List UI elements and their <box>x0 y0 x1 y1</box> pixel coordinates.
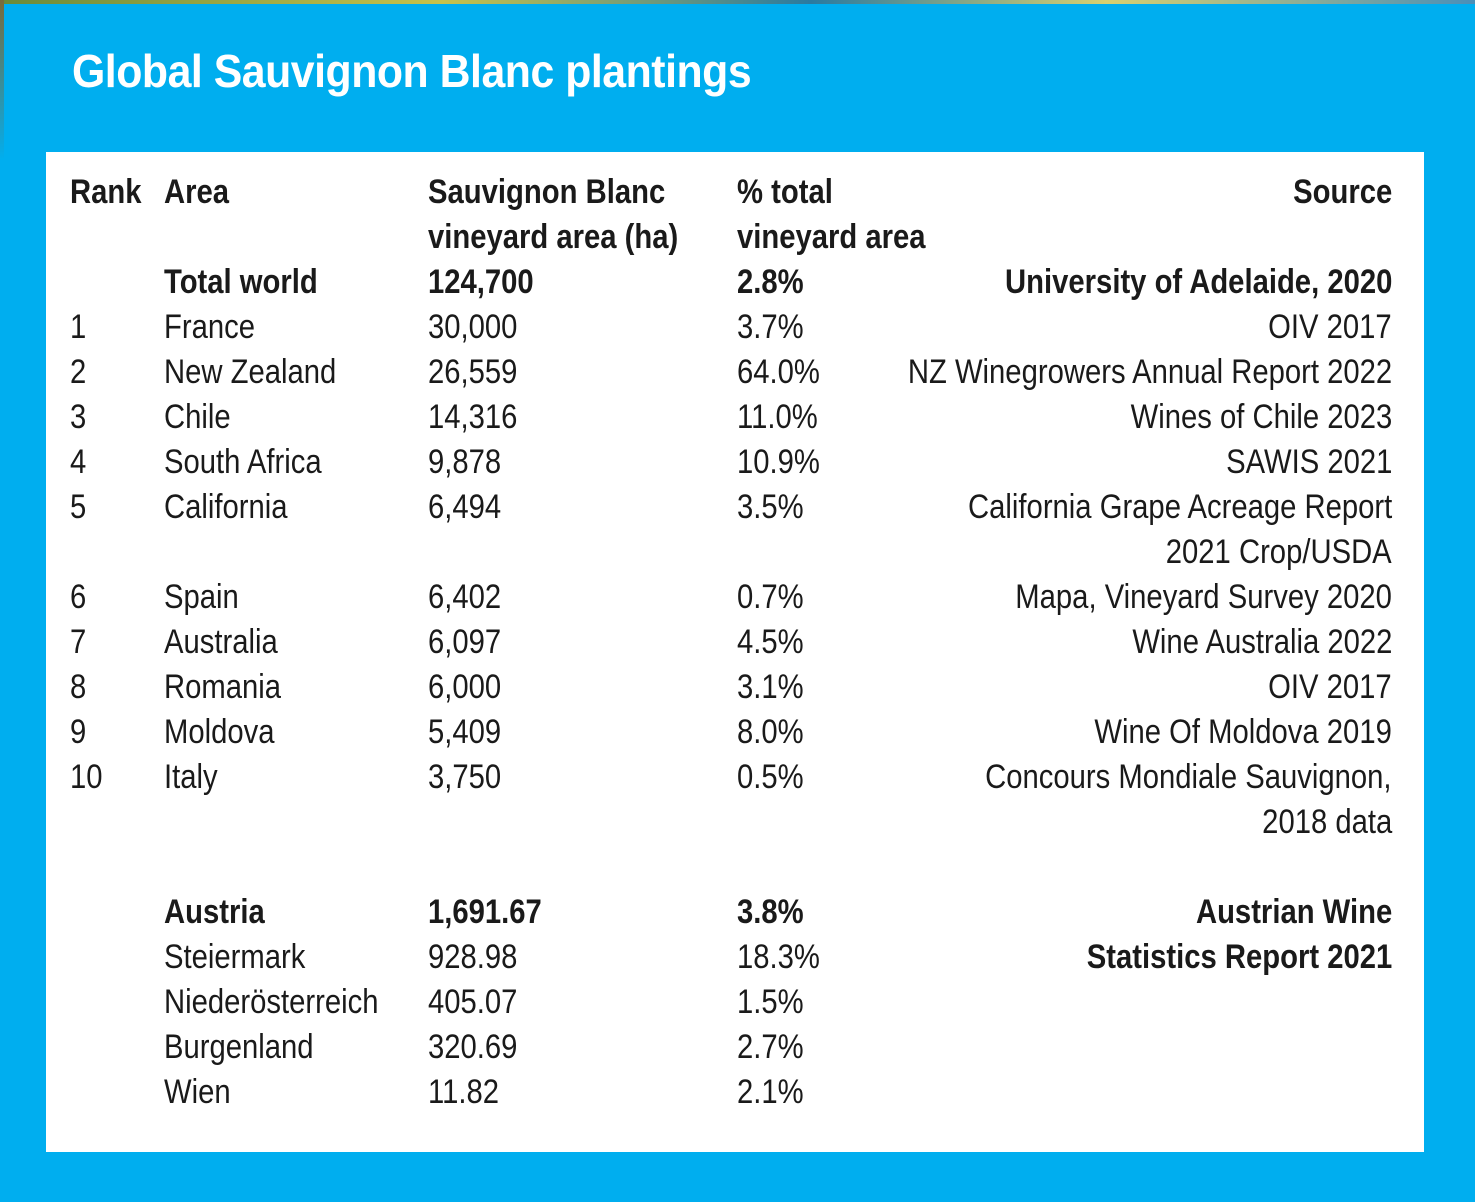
austria-area: Austria <box>164 893 265 931</box>
row-ha: 6,494 <box>428 488 502 526</box>
row-source: Wine Of Moldova 2019 <box>1094 713 1392 751</box>
row-rank: 8 <box>70 668 87 706</box>
row-source: OIV 2017 <box>1268 308 1392 346</box>
austria-pct: 3.8% <box>737 893 804 931</box>
row-ha: 5,409 <box>428 713 502 751</box>
row-ha: 26,559 <box>428 353 518 391</box>
row-rank: 9 <box>70 713 87 751</box>
row-rank: 2 <box>70 353 87 391</box>
region-pct: 2.1% <box>737 1073 804 1111</box>
header-pct-line-2: vineyard area <box>737 218 926 256</box>
total-pct: 2.8% <box>737 263 804 301</box>
row-ha: 30,000 <box>428 308 518 346</box>
row-pct: 3.7% <box>737 308 804 346</box>
row-pct: 3.1% <box>737 668 804 706</box>
row-rank: 6 <box>70 578 87 616</box>
total-source: University of Adelaide, 2020 <box>1004 263 1392 301</box>
header-source: Source <box>1292 173 1392 211</box>
header-ha-line-2: vineyard area (ha) <box>428 218 679 256</box>
region-ha: 11.82 <box>428 1073 500 1111</box>
table-panel <box>46 152 1424 1152</box>
total-ha: 124,700 <box>428 263 534 301</box>
row-source: Wines of Chile 2023 <box>1130 398 1392 436</box>
row-area: Chile <box>164 398 231 436</box>
row-source: Mapa, Vineyard Survey 2020 <box>1015 578 1392 616</box>
header-area: Area <box>164 173 230 211</box>
header-rank: Rank <box>70 173 142 211</box>
row-source: OIV 2017 <box>1268 668 1392 706</box>
region-pct: 18.3% <box>737 938 820 976</box>
region-ha: 928.98 <box>428 938 518 976</box>
row-rank: 10 <box>70 758 103 796</box>
row-ha: 9,878 <box>428 443 502 481</box>
region-area: Niederösterreich <box>164 983 379 1021</box>
row-area: Australia <box>164 623 278 661</box>
header-pct-line-1: % total <box>737 173 833 211</box>
row-area: California <box>164 488 288 526</box>
region-area: Burgenland <box>164 1028 314 1066</box>
row-source: 2018 data <box>1261 803 1392 841</box>
region-area: Steiermark <box>164 938 306 976</box>
row-area: Spain <box>164 578 239 616</box>
row-rank: 4 <box>70 443 87 481</box>
row-pct: 0.5% <box>737 758 804 796</box>
region-pct: 1.5% <box>737 983 804 1021</box>
row-pct: 8.0% <box>737 713 804 751</box>
row-source: Wine Australia 2022 <box>1131 623 1392 661</box>
row-pct: 11.0% <box>737 398 818 436</box>
row-rank: 7 <box>70 623 87 661</box>
plantings-table <box>46 152 1424 1152</box>
row-ha: 3,750 <box>428 758 502 796</box>
total-area: Total world <box>164 263 318 301</box>
row-source: SAWIS 2021 <box>1225 443 1392 481</box>
row-area: Moldova <box>164 713 275 751</box>
row-source: Concours Mondiale Sauvignon, <box>985 758 1392 796</box>
row-pct: 0.7% <box>737 578 804 616</box>
top-photo-strip <box>0 0 1475 4</box>
region-area: Wien <box>164 1073 231 1111</box>
row-rank: 5 <box>70 488 87 526</box>
row-ha: 14,316 <box>428 398 518 436</box>
austria-source: Austrian Wine <box>1195 893 1392 931</box>
austria-source: Statistics Report 2021 <box>1086 938 1392 976</box>
row-area: South Africa <box>164 443 322 481</box>
row-source: 2021 Crop/USDA <box>1166 533 1392 571</box>
row-source: California Grape Acreage Report <box>967 488 1392 526</box>
row-area: Italy <box>164 758 218 796</box>
row-pct: 64.0% <box>737 353 820 391</box>
row-ha: 6,097 <box>428 623 502 661</box>
region-pct: 2.7% <box>737 1028 804 1066</box>
row-rank: 3 <box>70 398 87 436</box>
row-source: NZ Winegrowers Annual Report 2022 <box>907 353 1392 391</box>
row-ha: 6,402 <box>428 578 502 616</box>
region-ha: 405.07 <box>428 983 518 1021</box>
header-ha-line-1: Sauvignon Blanc <box>428 173 666 211</box>
row-pct: 4.5% <box>737 623 804 661</box>
row-area: New Zealand <box>164 353 337 391</box>
row-pct: 3.5% <box>737 488 804 526</box>
region-ha: 320.69 <box>428 1028 518 1066</box>
row-ha: 6,000 <box>428 668 502 706</box>
row-pct: 10.9% <box>737 443 820 481</box>
page-title: Global Sauvignon Blanc plantings <box>72 45 752 97</box>
austria-ha: 1,691.67 <box>428 893 542 931</box>
row-rank: 1 <box>70 308 87 346</box>
row-area: Romania <box>164 668 282 706</box>
row-area: France <box>164 308 256 346</box>
left-photo-strip <box>0 0 4 160</box>
